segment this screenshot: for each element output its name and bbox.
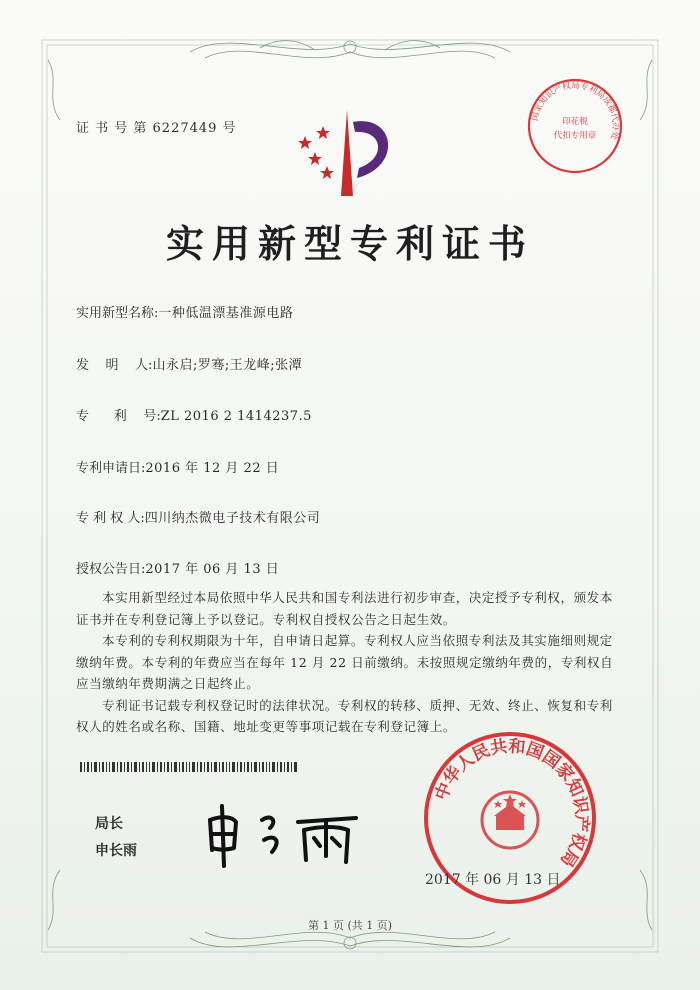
inventor-label: 发 明 人: [76, 358, 153, 373]
tax-stamp-ring-text: 国家知识产权局专利局成都代办处 [530, 80, 621, 141]
patent-number-value: ZL 2016 2 1414237.5 [160, 409, 312, 424]
filing-date-value: 2016 年 12 月 22 日 [145, 461, 280, 476]
certificate-body [76, 587, 616, 738]
page-number: 第 1 页 (共 1 页) [307, 919, 393, 932]
inventor-value: 山永启;罗骞;王龙峰;张潭 [152, 358, 303, 373]
patent-number-row [76, 405, 312, 424]
body-paragraph-2: 本专利的专利权期限为十年，自申请日起算。专利权人应当依照专利法及其实施细则规定缴纳年费。本专利的年费应当在每年 12 月 22 日前缴纳。未按照规定缴纳年费的，专利权自应当缴纳年费期满之日起终止。 [76, 633, 614, 691]
grant-date-label: 授权公告日: [76, 562, 146, 577]
patentee-label: 专 利 权 人: [76, 511, 145, 526]
tax-stamp-center-line1: 印花税 [562, 117, 588, 127]
utility-name-value: 一种低温漂基准源电路 [158, 306, 294, 321]
director-title: 局长 [95, 816, 123, 832]
inventor-row [76, 354, 302, 373]
utility-name-label: 实用新型名称: [76, 306, 159, 321]
director-name: 申长雨 [95, 843, 137, 859]
grant-date-value: 2017 年 06 月 13 日 [145, 562, 280, 577]
national-emblem-icon [482, 792, 538, 848]
patentee-row [76, 507, 320, 526]
filing-date-row [76, 457, 279, 476]
certificate-title: 实用新型专利证书 [165, 221, 534, 266]
body-paragraph-3: 专利证书记载专利权登记时的法律状况。专利权的转移、质押、无效、终止、恢复和专利权人的姓名或名称、国籍、地址变更等事项记载在专利登记簿上。 [76, 697, 613, 734]
filing-date-label: 专利申请日: [76, 461, 146, 476]
tax-stamp-center-line2: 代扣专用章 [553, 131, 597, 141]
certificate-number: 证 书 号 第 6227449 号 [76, 121, 237, 136]
seal-ring-text: 中华人民共和国国家知识产权局 [431, 736, 592, 871]
tax-stamp [525, 76, 625, 176]
director-signature [200, 800, 370, 870]
barcode [80, 762, 300, 772]
body-paragraph-1: 本实用新型经过本局依照中华人民共和国专利法进行初步审查，决定授予专利权，颁发本证书并在专利登记簿上予以登记。专利权自授权公告之日起生效。 [76, 590, 613, 627]
utility-name-row [76, 302, 293, 321]
cnipa-logo [295, 108, 405, 198]
patentee-value: 四川纳杰微电子技术有限公司 [144, 511, 321, 526]
patent-number-label: 专 利 号: [76, 409, 161, 424]
seal-date: 2017 年 06 月 13 日 [425, 872, 561, 888]
grant-date-row [76, 558, 279, 577]
